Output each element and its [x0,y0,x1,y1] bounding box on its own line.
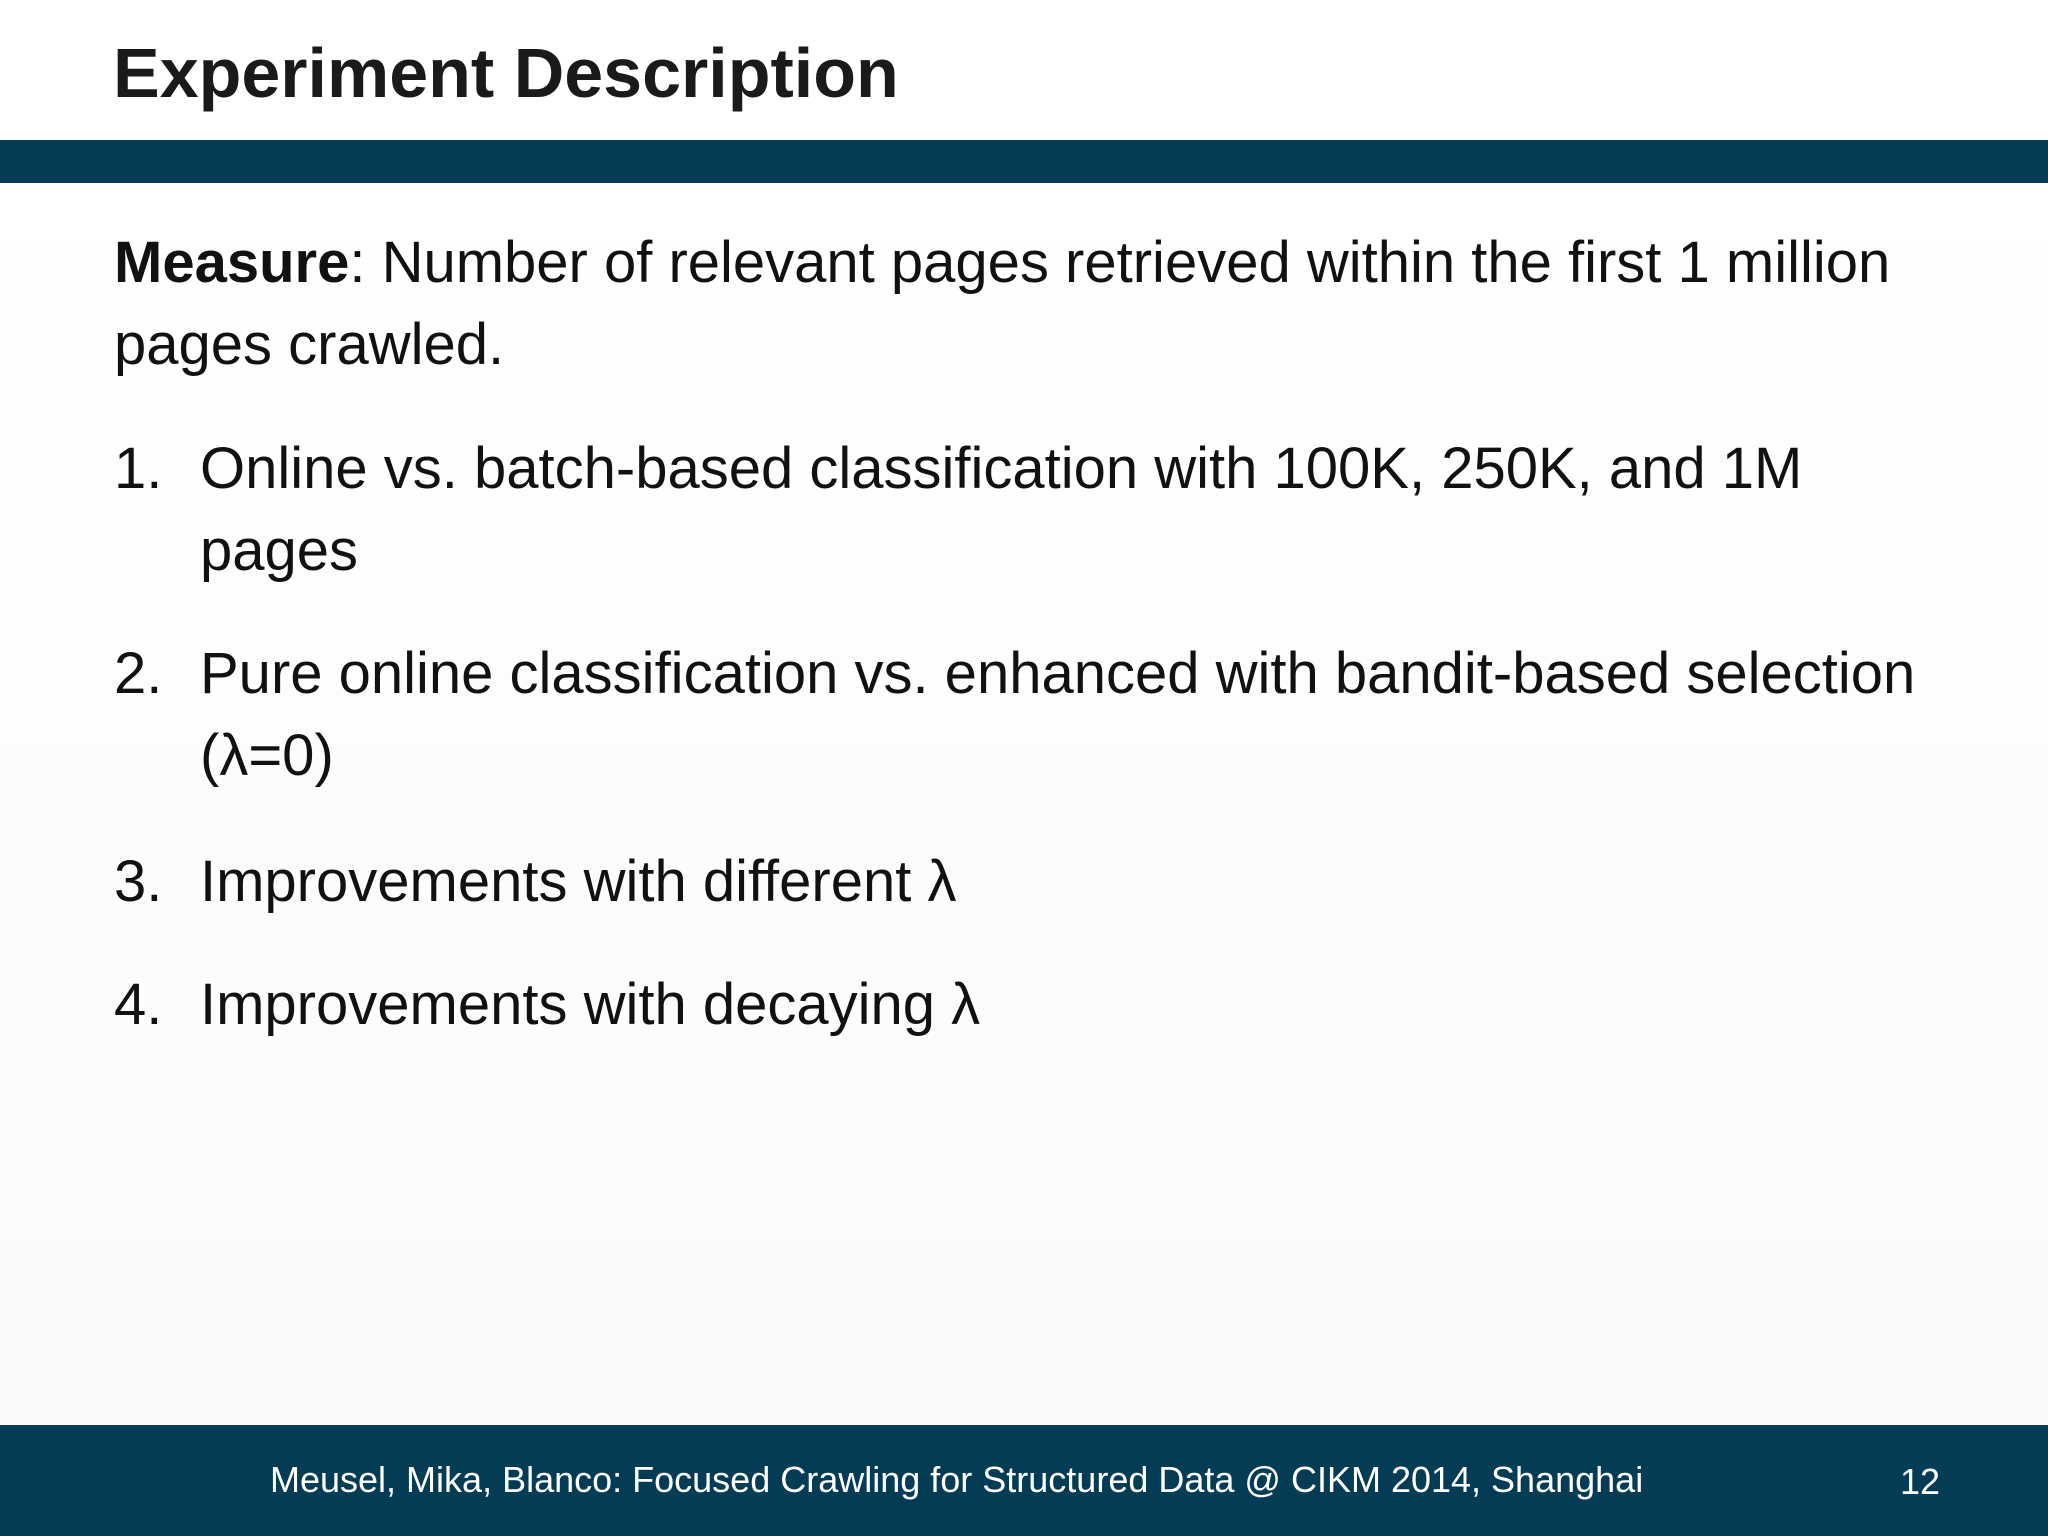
list-item-text: Improvements with decaying λ [200,972,981,1037]
measure-paragraph [114,222,1954,386]
page-number: 12 [1899,1461,1940,1502]
list-item-2 [114,633,1964,797]
measure-text: : Number of relevant pages retrieved within the first 1 million pages crawled. [114,230,1891,377]
list-item-text: Improvements with different λ [200,849,957,914]
slide-title: Experiment Description [113,34,899,112]
list-item-4 [114,964,1964,1046]
title-divider-band [0,140,2048,183]
list-item-number: 4. [114,972,163,1037]
list-item-3 [114,841,1964,923]
list-item-number: 1. [114,436,163,501]
list-item-number: 2. [114,641,163,706]
list-item-text: Online vs. batch-based classification with 100K, 250K, and 1M pages [200,436,1803,583]
list-item-1 [114,428,1964,592]
slide-header [0,0,2048,138]
footer-citation: Meusel, Mika, Blanco: Focused Crawling for Structured Data @ CIKM 2014, Shanghai [270,1459,1644,1500]
measure-label: Measure [114,230,350,295]
list-item-text: Pure online classification vs. enhanced with bandit-based selection (λ=0) [200,641,1916,788]
list-item-number: 3. [114,849,163,914]
